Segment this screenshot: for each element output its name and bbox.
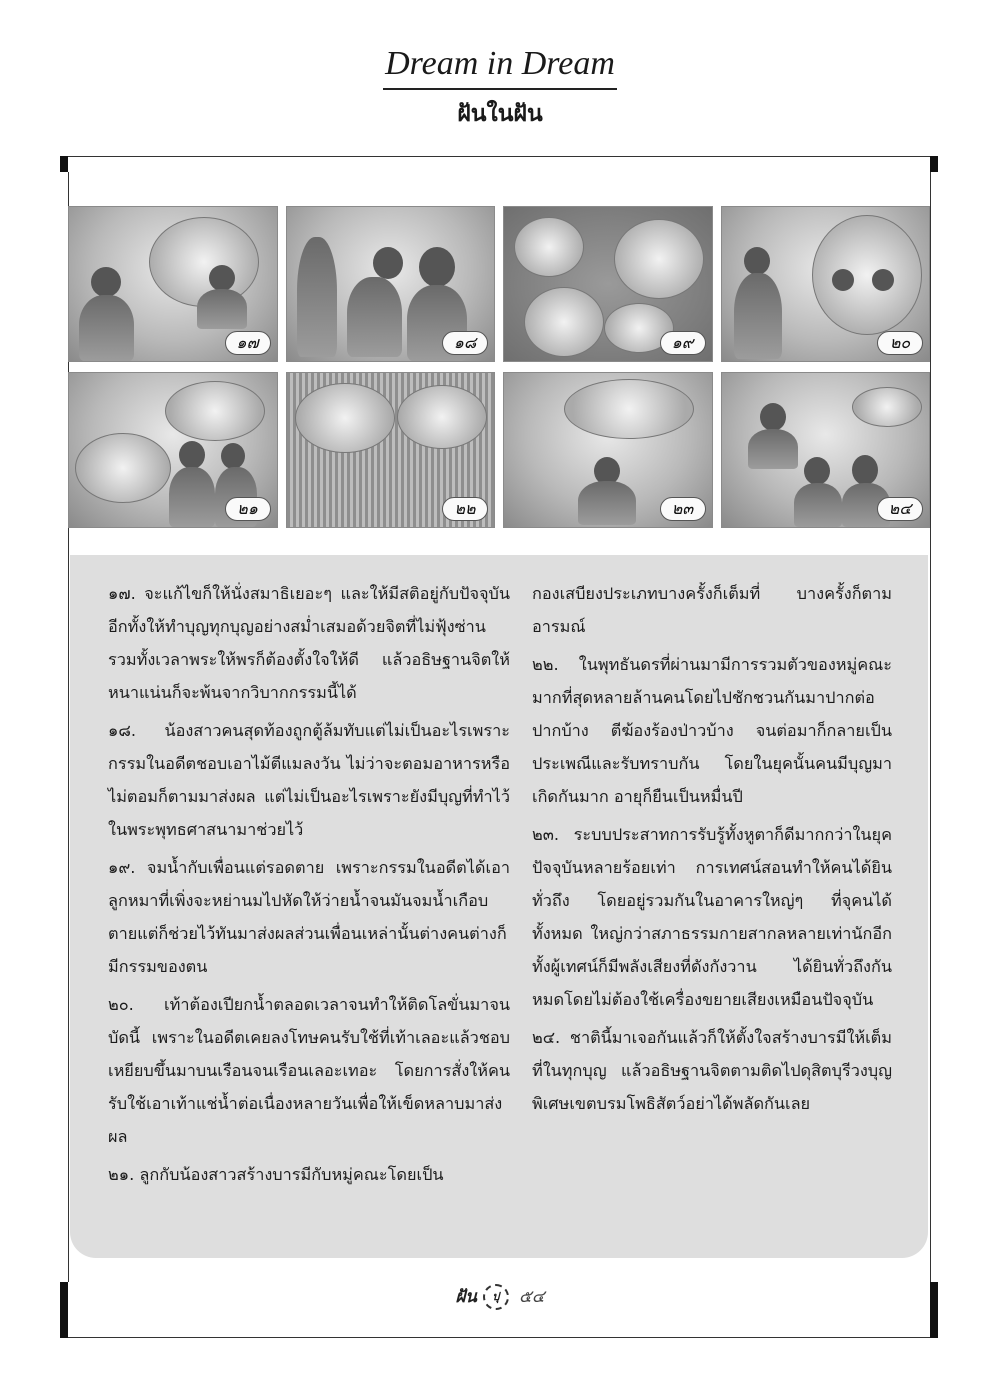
title-thai: ฝันในฝัน (457, 101, 543, 127)
story-text-box (70, 555, 928, 1258)
frame-top-line (68, 156, 930, 157)
panel-number: ๒๐ (877, 331, 923, 355)
paragraph: ๒๒. ในพุทธันดรที่ผ่านมามีการรวมตัวของหมู่คณะมากที่สุดหลายล้านคนโดยไปชักชวนกันมาปากต่อปากบ้าง ตีฆ้องร้องป่าวบ้าง จนต่อมาก็กลายเป็นประเพณีและรับทราบกัน โดยในยุคนั้นคนมีบุญมาเกิดกันมาก อายุก็ยืนเป็นหมื่นปี (532, 655, 892, 806)
paragraph: ๒๓. ระบบประสาทการรับรู้ทั้งหูตาก็ดีมากกว่าในยุคปัจจุบันหลายร้อยเท่า การเทศน์สอนทำให้คนได้ยินทั่วถึง โดยอยู่รวมกันในอาคารใหญ่ๆ ที่จุคนได้ทั้งหมด ใหญ่กว่าสภาธรรมกายสากลหลายเท่านักอีกทั้งผู้เทศน์ก็มีพลังเสียงที่ดังกังวาน ได้ยินทั่วถึงกันหมดโดยไม่ต้องใช้เครื่องขยายเสียงเหมือนปัจจุบัน (532, 825, 892, 1009)
text-column-right (532, 577, 892, 1125)
frame-bottom-line (68, 1337, 930, 1338)
paragraph: ๑๙. จมน้ำกับเพื่อนแต่รอดตาย เพราะกรรมในอดีตได้เอาลูกหมาที่เพิ่งจะหย่านมไปหัดให้ว่ายน้ำจนมันจมน้ำเกือบตายแต่ก็ช่วยไว้ทันมาส่งผลส่วนเพื่อนเหล่านั้นต่างคนต่างก็มีกรรมของตน (108, 858, 510, 976)
corner-mark-top-left (60, 156, 68, 172)
paragraph: กองเสบียงประเภทบางครั้งก็เต็มที่ บางครั้งก็ตามอารมณ์ (532, 584, 892, 636)
logo-badge: ปุ (483, 1284, 509, 1310)
paragraph: ๒๑. ลูกกับน้องสาวสร้างบารมีกับหมู่คณะโดยเป็น (108, 1165, 444, 1184)
paragraph: ๒๐. เท้าต้องเปียกน้ำตลอดเวลาจนทำให้ติดโลขั่นมาจนบัดนี้ เพราะในอดีตเคยลงโทษคนรับใช้ที่เท้าเลอะแล้วชอบเหยียบขึ้นมาบนเรือนจนเรือนเลอะเทอะ โดยการสั่งให้คนรับใช้เอาเท้าแช่น้ำต่อเนื่องหลายวันเพื่อให้เข็ดหลาบมาส่งผล (108, 995, 510, 1146)
paragraph: ๑๘. น้องสาวคนสุดท้องถูกตู้ล้มทับแต่ไม่เป็นอะไรเพราะกรรมในอดีตชอบเอาไม้ตีแมลงวัน ไม่ว่าจะตอมอาหารหรือไม่ตอมก็ตามมาส่งผล แต่ไม่เป็นอะไรเพราะยังมีบุญที่ทำไว้ในพระพุทธศาสนามาช่วยไว้ (108, 721, 510, 839)
footer-logo (455, 1283, 544, 1310)
page-footer (0, 1283, 1000, 1310)
illustration-panel (721, 372, 931, 528)
illustration-panel (503, 372, 713, 528)
text-column-left (108, 577, 510, 1196)
panel-number: ๒๒ (442, 497, 488, 521)
panel-number: ๒๓ (660, 497, 706, 521)
logo-wordmark: ฝัน (455, 1287, 477, 1307)
illustration-grid (68, 206, 930, 528)
corner-mark-top-right (930, 156, 938, 172)
illustration-panel (286, 372, 496, 528)
panel-number: ๑๗ (225, 331, 271, 355)
panel-number: ๑๙ (660, 331, 706, 355)
illustration-panel (286, 206, 496, 362)
illustration-panel (68, 372, 278, 528)
title-english: Dream in Dream (383, 44, 617, 90)
panel-number: ๒๑ (225, 497, 271, 521)
paragraph: ๒๔. ชาตินี้มาเจอกันแล้วก็ให้ตั้งใจสร้างบารมีให้เต็มที่ในทุกบุญ แล้วอธิษฐานจิตตามติดไปดุสิตบุรีวงบุญพิเศษเขตบรมโพธิสัตว์อย่าได้พลัดกันเลย (532, 1028, 892, 1113)
panel-number: ๑๘ (442, 331, 488, 355)
frame-right-line (930, 172, 931, 1282)
illustration-panel (68, 206, 278, 362)
page-number: ๕๔ (518, 1287, 545, 1307)
panel-number: ๒๔ (877, 497, 923, 521)
illustration-panel (721, 206, 931, 362)
paragraph: ๑๗. จะแก้ไขก็ให้นั่งสมาธิเยอะๆ และให้มีสติอยู่กับปัจจุบัน อีกทั้งให้ทำบุญทุกบุญอย่างสม่ำเสมอด้วยจิตที่ไม่ฟุ้งซ่าน รวมทั้งเวลาพระให้พรก็ต้องตั้งใจให้ดี แล้วอธิษฐานจิตให้หนาแน่นก็จะพ้นจากวิบากกรรมนี้ได้ (108, 584, 510, 702)
page-header (0, 44, 1000, 132)
illustration-panel (503, 206, 713, 362)
